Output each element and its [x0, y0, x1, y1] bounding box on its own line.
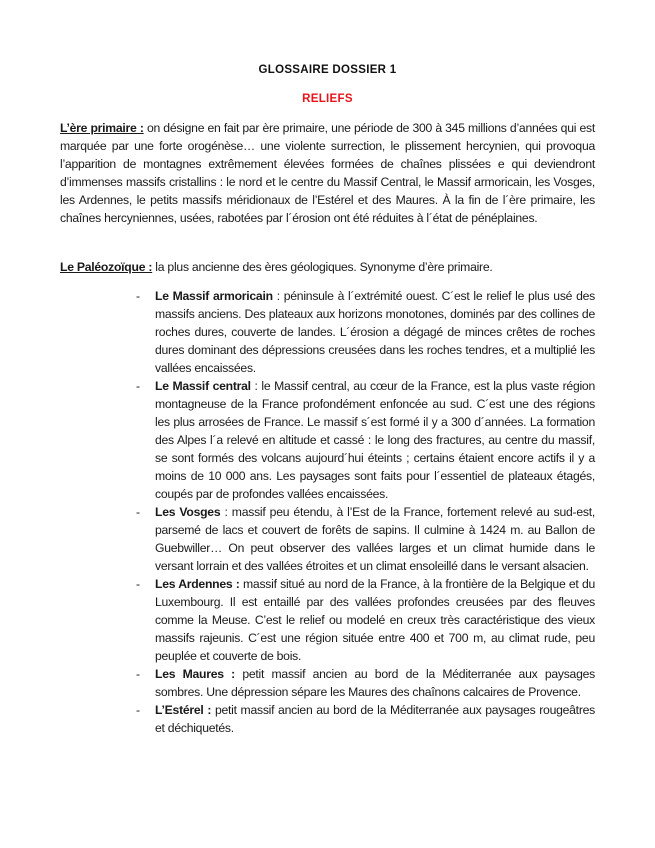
- section-title: RELIEFS: [302, 93, 353, 105]
- list-item: [136, 287, 595, 377]
- list-item: [136, 665, 595, 701]
- item-text: petit massif ancien au bord de la Méditerranée aux paysages rougeâtres et déchiquetés.: [155, 703, 595, 735]
- massifs-list: [136, 287, 596, 737]
- term: L’Estérel :: [155, 703, 212, 717]
- item-text: : le Massif central, au cœur de la France, est la plus vaste région montagneuse de la France profondément enfoncée au sud. C´est une des régions les plus arrosées de France. Le massif s´est formé il y a 300 d´années. La formation des Alpes l´a relevé en altitude et cassé : le long des fractures, au centre du massif, se sont formés des volcans aujourd´hui éteints ; certains étaient encore actifs il y a moins de 10 000 ans. Les paysages sont faits pour l´essentiel de plateaux étagés, coupés par de profondes vallées encaissées.: [155, 379, 595, 501]
- definition-ere-primaire: [60, 119, 595, 227]
- list-item: [136, 575, 596, 665]
- term: Le Massif central: [155, 379, 251, 393]
- bullet: -: [136, 577, 140, 591]
- list-item: [136, 503, 595, 575]
- item-text: petit massif ancien au bord de la Méditerranée aux paysages sombres. Une dépression sépare les Maures des chaînons calcaires de Provence.: [155, 667, 595, 699]
- term: L’ère primaire :: [60, 121, 144, 135]
- term: Le Massif armoricain: [155, 289, 273, 303]
- definition-paleozoique: [60, 258, 595, 276]
- bullet: -: [136, 667, 140, 681]
- term: Les Maures :: [155, 667, 235, 681]
- definition-text: on désigne en fait par ère primaire, une période de 300 à 345 millions d’années qui est marquée par une forte orogénèse… une violente surrection, le plissement hercynien, qui provoqua l’apparition de montagnes extrêmement élevées formées de chaînes plissées e qui deviendront d’immenses massifs cristallins : le nord et le centre du Massif Central, le Massif armoricain, les Vosges, les Ardennes, le petits massifs méridionaux de l’Estérel et des Maures. À la fin de l´ère primaire, les chaînes hercyniennes, usées, rabotées par l´érosion ont été réduites à l´état de pénéplaines.: [60, 121, 595, 225]
- term: Les Vosges: [155, 505, 221, 519]
- item-text: massif situé au nord de la France, à la frontière de la Belgique et du Luxembourg. Il est entaillé par des vallées profondes creusées par des fleuves comme la Meuse. C’est le relief ou modelé en creux très caractéristique des vieux massifs rajeunis. C´est une région située entre 400 et 700 m, au climat rude, peu peuplée et couverte de bois.: [155, 577, 596, 663]
- document-title: GLOSSAIRE DOSSIER 1: [258, 64, 397, 76]
- list-item: [136, 701, 595, 737]
- item-text: : péninsule à l´extrémité ouest. C´est le relief le plus usé des massifs anciens. Des plateaux aux horizons monotones, dominés par des collines de roches dures, couverte de landes. L´érosion a dégagé de minces crêtes de roches dures dominant des dépressions creusées dans les roches tendres, et a multiplié les vallées encaissées.: [155, 289, 595, 375]
- definition-text: la plus ancienne des ères géologiques. Synonyme d’ère primaire.: [152, 260, 493, 274]
- term: Le Paléozoïque :: [60, 260, 153, 274]
- list-item: [136, 377, 595, 503]
- bullet: -: [136, 379, 140, 393]
- bullet: -: [136, 505, 140, 519]
- bullet: -: [136, 289, 140, 303]
- item-text: : massif peu étendu, à l’Est de la France, fortement relevé au sud-est, parsemé de lacs et couvert de forêts de sapins. Il culmine à 1424 m. au Ballon de Guebwiller… On peut observer des vallées larges et un climat humide dans le versant lorrain et des vallées étroites et un climat ensoleillé dans le versant alsacien.: [155, 505, 595, 573]
- bullet: -: [136, 703, 140, 717]
- term: Les Ardennes :: [155, 577, 240, 591]
